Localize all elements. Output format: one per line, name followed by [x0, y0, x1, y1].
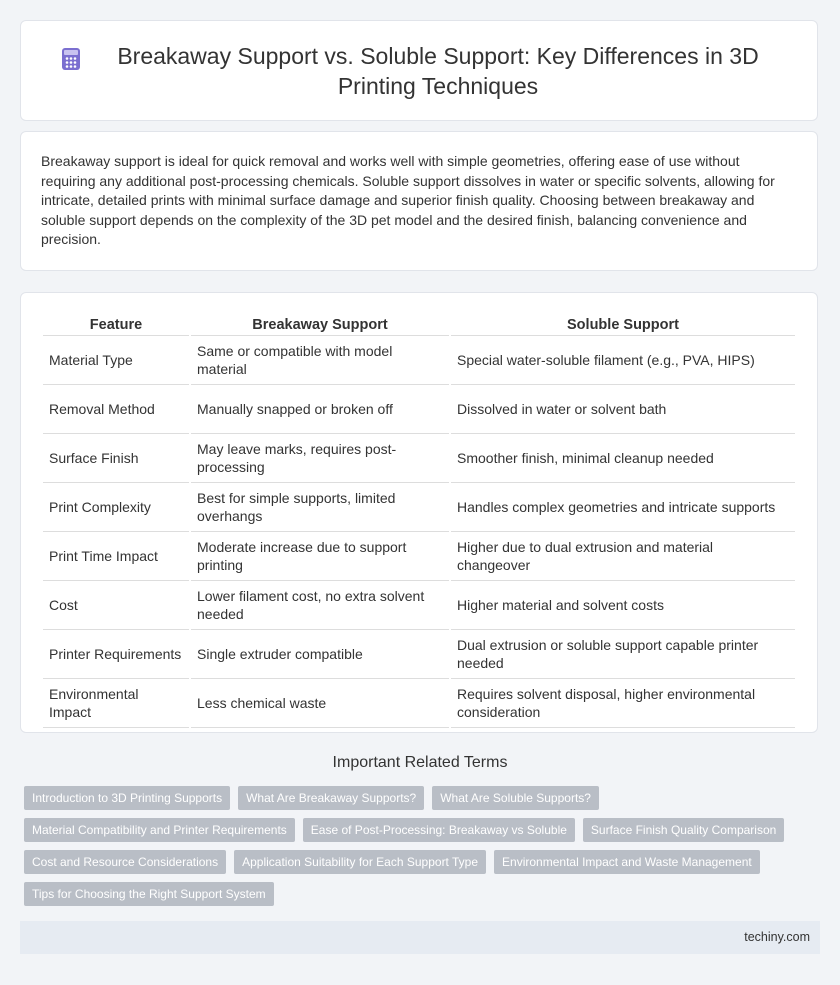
table-row — [43, 630, 795, 679]
related-term-tag[interactable]: Introduction to 3D Printing Supports — [24, 786, 230, 810]
cell-breakaway: Moderate increase due to support printing — [191, 532, 449, 581]
table-row — [43, 336, 795, 385]
cell-feature: Cost — [43, 581, 189, 630]
cell-soluble: Higher material and solvent costs — [451, 581, 795, 630]
related-terms-list — [24, 786, 824, 906]
table-header-row — [43, 311, 795, 336]
cell-soluble: Dissolved in water or solvent bath — [451, 385, 795, 434]
related-term-tag[interactable]: Surface Finish Quality Comparison — [583, 818, 784, 842]
header-feature: Feature — [43, 311, 189, 336]
related-terms-title: Important Related Terms — [332, 754, 508, 771]
related-term-tag[interactable]: Application Suitability for Each Support Type — [234, 850, 486, 874]
cell-feature: Surface Finish — [43, 434, 189, 483]
related-term-tag[interactable]: Tips for Choosing the Right Support System — [24, 882, 274, 906]
cell-soluble: Requires solvent disposal, higher environmental consideration — [451, 679, 795, 728]
cell-soluble: Handles complex geometries and intricate supports — [451, 483, 795, 532]
related-term-tag[interactable]: What Are Breakaway Supports? — [238, 786, 424, 810]
cell-soluble: Dual extrusion or soluble support capable printer needed — [451, 630, 795, 679]
related-term-tag[interactable]: What Are Soluble Supports? — [432, 786, 599, 810]
related-term-tag[interactable]: Cost and Resource Considerations — [24, 850, 226, 874]
table-row — [43, 581, 795, 630]
intro-paragraph: Breakaway support is ideal for quick removal and works well with simple geometries, offering ease of use without requiring any additional post-processing chemicals. Soluble support dissolves in water or specific solvents, allowing for intricate, detailed prints with minimal surface damage and superior finish quality. Choosing between breakaway and soluble support depends on the complexity of the 3D pet model and the desired finish, balancing convenience and precision. — [41, 153, 775, 247]
related-term-tag[interactable]: Ease of Post-Processing: Breakaway vs Soluble — [303, 818, 575, 842]
related-term-tag[interactable]: Environmental Impact and Waste Management — [494, 850, 760, 874]
cell-soluble: Higher due to dual extrusion and material changeover — [451, 532, 795, 581]
cell-breakaway: Manually snapped or broken off — [191, 385, 449, 434]
table-row — [43, 532, 795, 581]
cell-breakaway: Same or compatible with model material — [191, 336, 449, 385]
cell-feature: Environmental Impact — [43, 679, 189, 728]
cell-breakaway: May leave marks, requires post-processing — [191, 434, 449, 483]
intro-card — [20, 131, 818, 271]
comparison-table-card — [20, 292, 818, 733]
calculator-icon — [59, 47, 83, 71]
header-soluble: Soluble Support — [451, 311, 795, 336]
table-row — [43, 679, 795, 728]
footer-site-link[interactable]: techiny.com — [744, 930, 810, 944]
table-row — [43, 385, 795, 434]
cell-breakaway: Lower filament cost, no extra solvent needed — [191, 581, 449, 630]
title-card — [20, 20, 818, 121]
footer — [20, 921, 820, 954]
cell-feature: Print Complexity — [43, 483, 189, 532]
cell-feature: Print Time Impact — [43, 532, 189, 581]
page-title: Breakaway Support vs. Soluble Support: Key Differences in 3D Printing Techniques — [117, 42, 759, 99]
related-term-tag[interactable]: Material Compatibility and Printer Requirements — [24, 818, 295, 842]
cell-feature: Removal Method — [43, 385, 189, 434]
cell-soluble: Smoother finish, minimal cleanup needed — [451, 434, 795, 483]
cell-breakaway: Less chemical waste — [191, 679, 449, 728]
cell-breakaway: Best for simple supports, limited overhangs — [191, 483, 449, 532]
header-breakaway: Breakaway Support — [191, 311, 449, 336]
cell-soluble: Special water-soluble filament (e.g., PVA, HIPS) — [451, 336, 795, 385]
cell-feature: Material Type — [43, 336, 189, 385]
table-row — [43, 483, 795, 532]
cell-breakaway: Single extruder compatible — [191, 630, 449, 679]
comparison-table — [41, 311, 797, 728]
cell-feature: Printer Requirements — [43, 630, 189, 679]
table-row — [43, 434, 795, 483]
